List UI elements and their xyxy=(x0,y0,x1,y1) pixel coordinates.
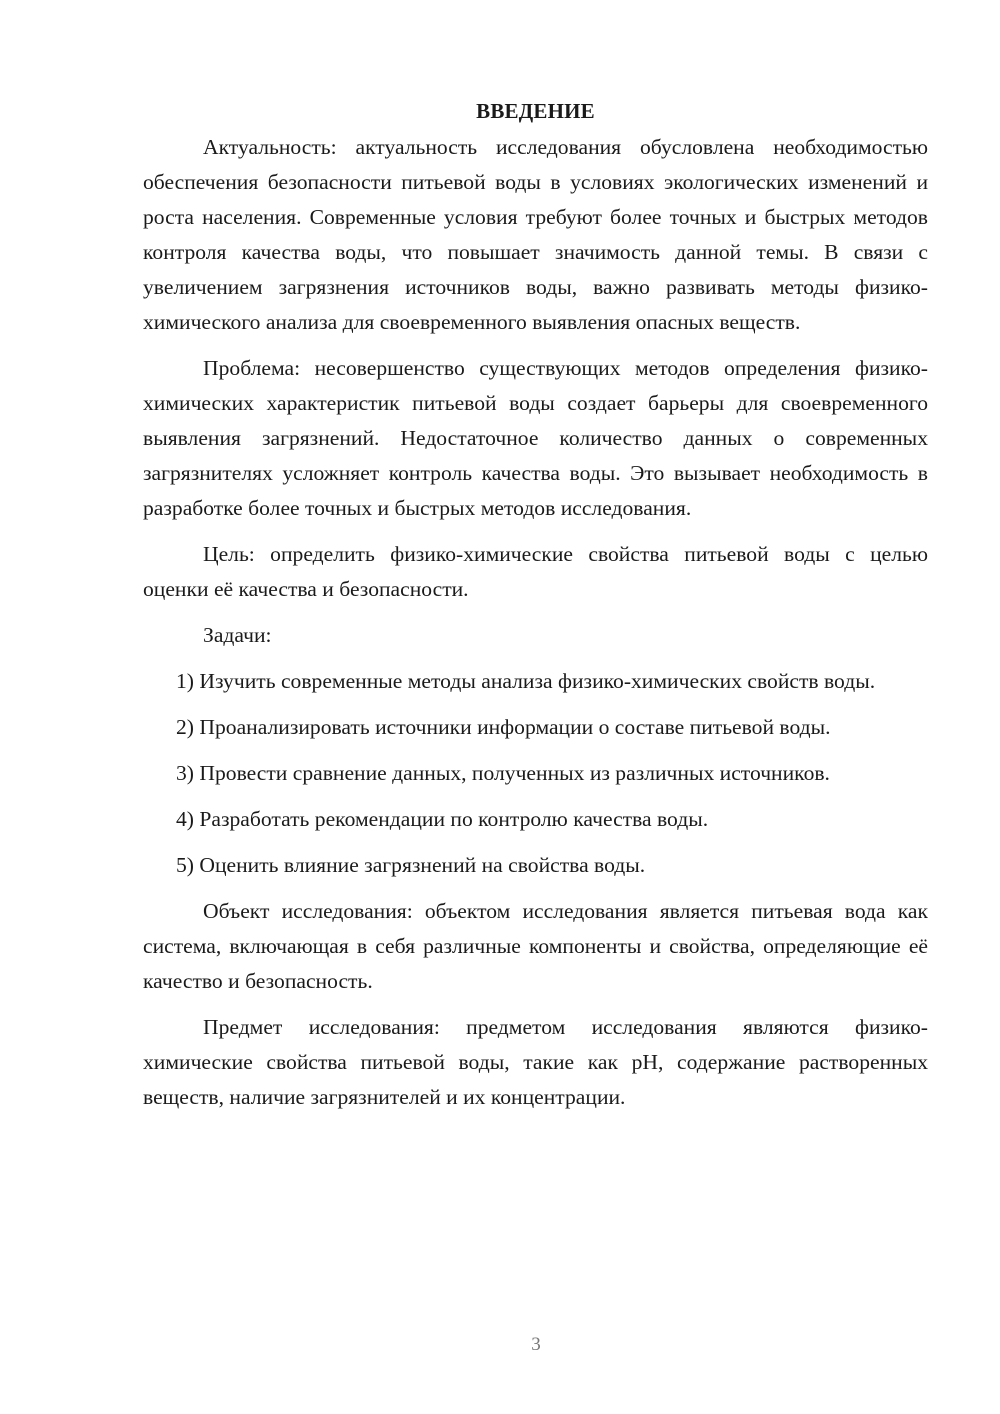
paragraph-relevance: Актуальность: актуальность исследования обусловлена необходимостью обеспечения безопасности питьевой воды в условиях экологических изменений и роста населения. Современные условия требуют более точных и быстрых методов контроля качества воды, что повышает значимость данной темы. В связи с увеличением загрязнения источников воды, важно развивать методы физико-химического анализа для своевременного выявления опасных веществ. xyxy=(143,135,928,334)
paragraph-subject: Предмет исследования: предметом исследования являются физико-химические свойства питьевой воды, такие как pH, содержание растворенных веществ, наличие загрязнителей и их концентрации. xyxy=(143,1015,928,1109)
tasks-list xyxy=(143,664,928,883)
document-page xyxy=(143,96,928,1126)
tasks-label: Задачи: xyxy=(203,623,272,647)
task-item: 2) Проанализировать источники информации о составе питьевой воды. xyxy=(176,715,831,739)
paragraph-problem: Проблема: несовершенство существующих методов определения физико-химических характеристик питьевой воды создает барьеры для своевременного выявления загрязнений. Недостаточное количество данных о современных загрязнителях усложняет контроль качества воды. Это вызывает необходимость в разработке более точных и быстрых методов исследования. xyxy=(143,356,928,520)
section-title: ВВЕДЕНИЕ xyxy=(476,99,595,123)
paragraph-goal: Цель: определить физико-химические свойства питьевой воды с целью оценки её качества и безопасности. xyxy=(143,542,928,601)
task-item: 5) Оценить влияние загрязнений на свойства воды. xyxy=(176,853,646,877)
paragraph-object: Объект исследования: объектом исследования является питьевая вода как система, включающая в себя различные компоненты и свойства, определяющие её качество и безопасность. xyxy=(143,899,928,993)
task-item: 1) Изучить современные методы анализа физико-химических свойств воды. xyxy=(176,669,876,693)
task-item: 4) Разработать рекомендации по контролю качества воды. xyxy=(176,807,709,831)
task-item: 3) Провести сравнение данных, полученных из различных источников. xyxy=(176,761,830,785)
page-number: 3 xyxy=(531,1334,541,1355)
